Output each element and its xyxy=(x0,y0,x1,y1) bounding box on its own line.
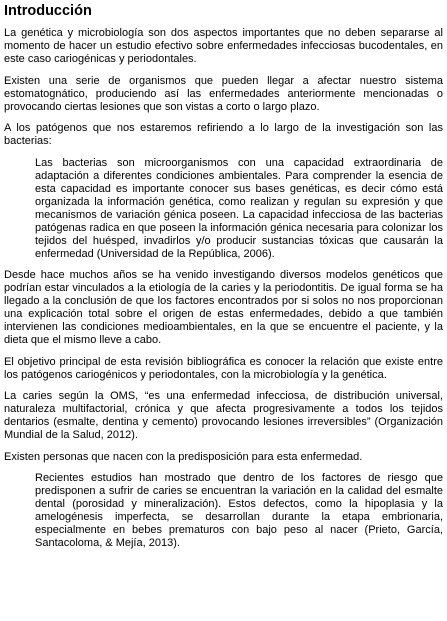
paragraph-organisms: Existen una serie de organismos que pueden llegar a afectar nuestro sistema estomatognático, produciendo así las enfermedades anteriormente mencionadas o provocando ciertas lesiones que son vistas a corto o largo plazo. xyxy=(4,74,443,113)
block-quote-studies: Recientes estudios han mostrado que dentro de los factores de riesgo que predisponen a sufrir de caries se encuentran la variación en la calidad del esmalte dental (porosidad y mineralización). Estos defectos, como la hipoplasia y la amelogénesis imperfecta, se desarrollan durante la etapa embrionaria, especialmente en bebes prematuros con bajo peso al nacer (Prieto, García, Santacoloma, & Mejía, 2013). xyxy=(35,472,443,549)
section-heading: Introducción xyxy=(4,3,92,19)
paragraph-intro: La genética y microbiología son dos aspectos importantes que no deben separarse al momento de hacer un estudio efectivo sobre enfermedades infecciosas bucodentales, en este caso cariogénicas y periodontales. xyxy=(4,27,443,65)
paragraph-pathogens: A los patógenos que nos estaremos refiriendo a lo largo de la investigación son las bacterias: xyxy=(4,122,443,147)
paragraph-predisposition: Existen personas que nacen con la predisposición para esta enfermedad. xyxy=(4,450,363,463)
paragraph-caries-definition: La caries según la OMS, “es una enfermedad infecciosa, de distribución universal, naturaleza multifactorial, crónica y que afecta progresivamente a todos los tejidos dentarios (esmalte, dentina y cemento) provocando lesiones irreversibles” (Organización Mundial de la Salud, 2012). xyxy=(4,390,443,441)
paragraph-objective: El objetivo principal de esta revisión bibliográfica es conocer la relación que existe entre los patógenos cariogénicos y periodontales, con la microbiología y la genética. xyxy=(4,355,443,381)
paragraph-genetic-models: Desde hace muchos años se ha venido investigando diversos modelos genéticos que podrían estar vinculados a la etiología de la caries y la periodontitis. De igual forma se ha llegado a la conclusión de que los factores encontrados por si solos no nos proporcionan una explicación total sobre el origen de estas enfermedades, debido a que también intervienen las condiciones medioambientales, en la que se encuentre el paciente, y la dieta que el mismo lleve a cabo. xyxy=(4,269,443,346)
block-quote-bacteria: Las bacterias son microorganismos con una capacidad extraordinaria de adaptación a diferentes condiciones ambientales. Para comprender la esencia de esta capacidad es importante conocer sus bases genéticas, es decir cómo está organizada la información genética, como realizan y regulan su expresión y que mecanismos de variación génica poseen. La capacidad infecciosa de las bacterias patógenas radica en que poseen la información génica necesaria para colonizar los tejidos del huésped, invadirlos y/o producir sustancias tóxicas que causarán la enfermedad (Universidad de la República, 2006). xyxy=(35,156,443,260)
